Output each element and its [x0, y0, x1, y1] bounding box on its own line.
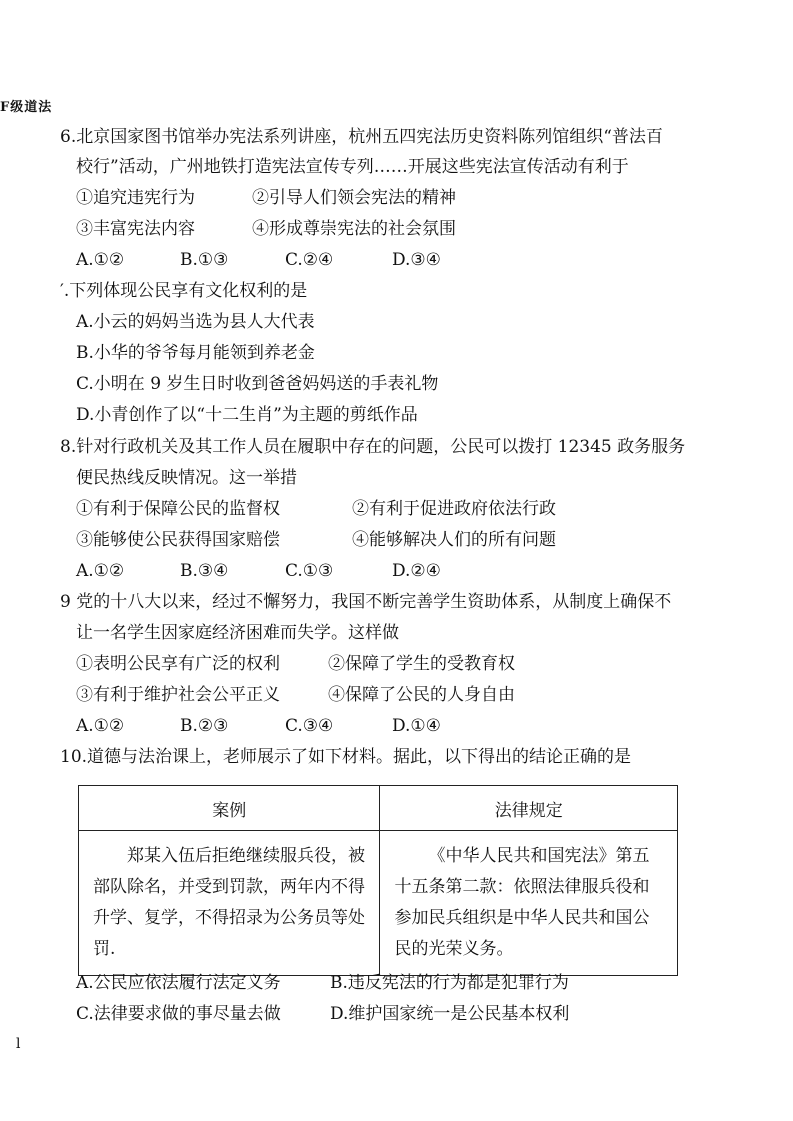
table-cell-law — [380, 831, 678, 976]
q6-option-1: ①追究违宪行为 — [76, 188, 195, 208]
q8-option-3: ③能够使公民获得国家赔偿 — [76, 530, 280, 550]
q6-choice-d: D.③④ — [392, 250, 441, 270]
q9-choice-b: B.②③ — [180, 716, 229, 736]
q10-choice-d: D.维护国家统一是公民基本权利 — [330, 1004, 570, 1024]
q6-option-2: ②引导人们领会宪法的精神 — [252, 188, 456, 208]
q6-choice-a: A.①② — [76, 250, 125, 270]
q8-choice-d: D.②④ — [392, 561, 441, 581]
table-cell-case — [79, 831, 380, 976]
q9-option-1: ①表明公民享有广泛的权利 — [76, 654, 280, 674]
q9-stem-line2: 让一名学生因家庭经济困难而失学。这样做 — [76, 623, 399, 643]
q6-choice-c: C.②④ — [285, 250, 334, 270]
table-header-law: 法律规定 — [380, 786, 678, 831]
q9-choice-d: D.①④ — [392, 716, 441, 736]
q7-stem: ′.下列体现公民享有文化权利的是 — [60, 281, 308, 301]
page-header: F级道法 — [0, 100, 53, 115]
q9-option-3: ③有利于维护社会公平正义 — [76, 685, 280, 705]
q8-choice-a: A.①② — [76, 561, 125, 581]
table-header-case: 案例 — [79, 786, 380, 831]
q7-choice-d: D.小青创作了以“十二生肖”为主题的剪纸作品 — [76, 405, 418, 425]
q6-stem-line2: 校行”活动，广州地铁打造宪法宣传专列……开展这些宪法宣传活动有利于 — [76, 157, 629, 177]
q9-choice-c: C.③④ — [285, 716, 334, 736]
q7-choice-c: C.小明在 9 岁生日时收到爸爸妈妈送的手表礼物 — [76, 374, 439, 394]
q10-choice-c: C.法律要求做的事尽量去做 — [76, 1004, 281, 1024]
q8-option-2: ②有利于促进政府依法行政 — [352, 499, 556, 519]
q8-option-4: ④能够解决人们的所有问题 — [352, 530, 556, 550]
q8-stem-line1: 8.针对行政机关及其工作人员在履职中存在的问题，公民可以拨打 12345 政务服务 — [60, 437, 686, 457]
q6-stem-line1: 6.北京国家图书馆举办宪法系列讲座，杭州五四宪法历史资料陈列馆组织“普法百 — [60, 127, 663, 147]
law-text: 《中华人民共和国宪法》第五十五条第二款：依照法律服兵役和参加民兵组织是中华人民共和国公民的光荣义务。 — [394, 846, 650, 959]
q9-option-2: ②保障了学生的受教育权 — [328, 654, 515, 674]
q6-option-4: ④形成尊崇宪法的社会氛围 — [252, 219, 456, 239]
q9-stem-line1: 9 党的十八大以来，经过不懈努力，我国不断完善学生资助体系，从制度上确保不 — [60, 592, 672, 612]
q10-choice-a: A.公民应依法履行法定义务 — [76, 973, 281, 993]
q10-choice-b: B.违反宪法的行为都是犯罪行为 — [330, 973, 569, 993]
q8-option-1: ①有利于保障公民的监督权 — [76, 499, 280, 519]
page-margin-mark: l — [16, 1036, 21, 1052]
q6-option-3: ③丰富宪法内容 — [76, 219, 195, 239]
q8-stem-line2: 便民热线反映情况。这一举措 — [76, 468, 297, 488]
q7-choice-a: A.小云的妈妈当选为县人大代表 — [76, 312, 315, 332]
q8-choice-b: B.③④ — [180, 561, 229, 581]
q9-choice-a: A.①② — [76, 716, 125, 736]
q9-option-4: ④保障了公民的人身自由 — [328, 685, 515, 705]
q7-choice-b: B.小华的爷爷每月能领到养老金 — [76, 343, 315, 363]
q6-choice-b: B.①③ — [180, 250, 229, 270]
q10-stem: 10.道德与法治课上，老师展示了如下材料。据此，以下得出的结论正确的是 — [60, 747, 632, 767]
q8-choice-c: C.①③ — [285, 561, 334, 581]
q10-material-table — [78, 785, 678, 976]
case-text: 郑某入伍后拒绝继续服兵役，被部队除名，并受到罚款，两年内不得升学、复学，不得招录为公务员等处罚. — [93, 846, 365, 959]
